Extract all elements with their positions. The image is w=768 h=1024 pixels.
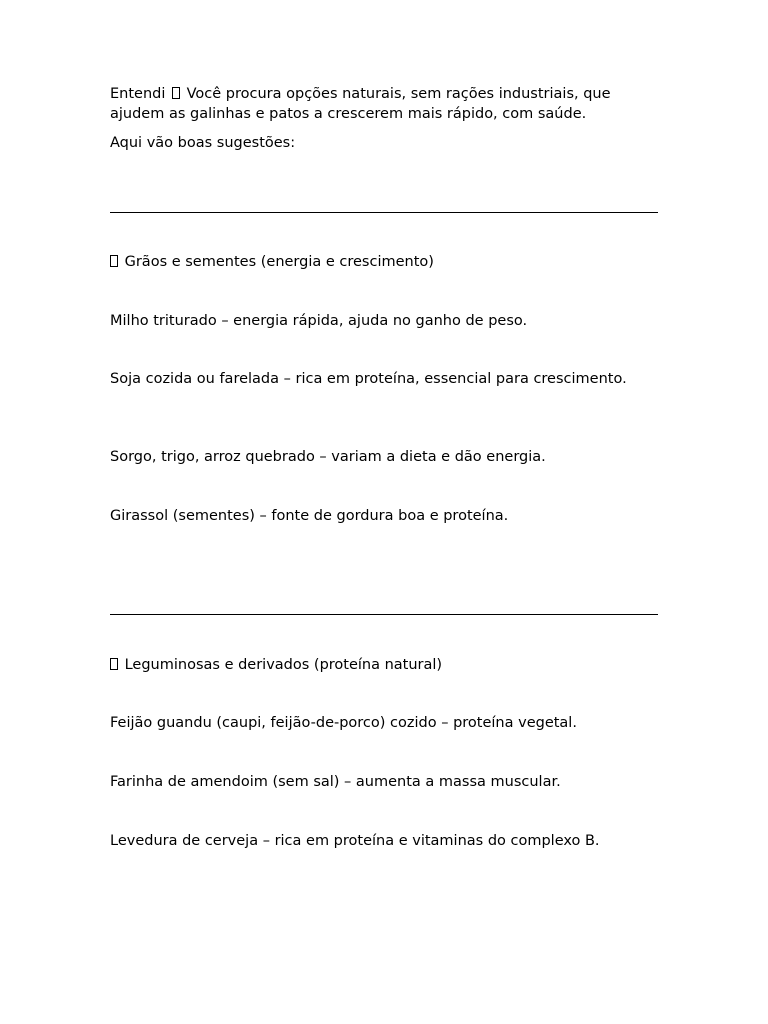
list-item: Feijão guandu (caupi, feijão-de-porco) cozido – proteína vegetal. — [110, 715, 577, 731]
legume-emoji-icon — [110, 658, 118, 670]
section-heading-grains — [110, 252, 658, 272]
section-heading-text: Leguminosas e derivados (proteína natural) — [124, 657, 443, 673]
section-divider — [110, 212, 658, 213]
intro-subline: Aqui vão boas sugestões: — [110, 135, 296, 151]
intro-body-text: Você procura opções naturais, sem rações industriais, que ajudem as galinhas e patos a crescerem mais rápido, com saúde. — [110, 86, 611, 122]
intro-lead-text: Entendi — [110, 86, 166, 102]
intro-paragraph — [110, 84, 658, 124]
section-heading-text: Grãos e sementes (energia e crescimento) — [124, 254, 434, 270]
section-divider — [110, 614, 658, 615]
list-item: Soja cozida ou farelada – rica em proteína, essencial para crescimento. — [110, 371, 627, 387]
list-item: Girassol (sementes) – fonte de gordura boa e proteína. — [110, 508, 509, 524]
list-item: Sorgo, trigo, arroz quebrado – variam a dieta e dão energia. — [110, 449, 546, 465]
list-item: Farinha de amendoim (sem sal) – aumenta a massa muscular. — [110, 774, 561, 790]
grain-emoji-icon — [110, 255, 118, 267]
list-item: Milho triturado – energia rápida, ajuda no ganho de peso. — [110, 313, 528, 329]
section-heading-legumes — [110, 655, 658, 675]
missing-emoji-icon — [172, 87, 180, 99]
list-item: Levedura de cerveja – rica em proteína e vitaminas do complexo B. — [110, 833, 600, 849]
